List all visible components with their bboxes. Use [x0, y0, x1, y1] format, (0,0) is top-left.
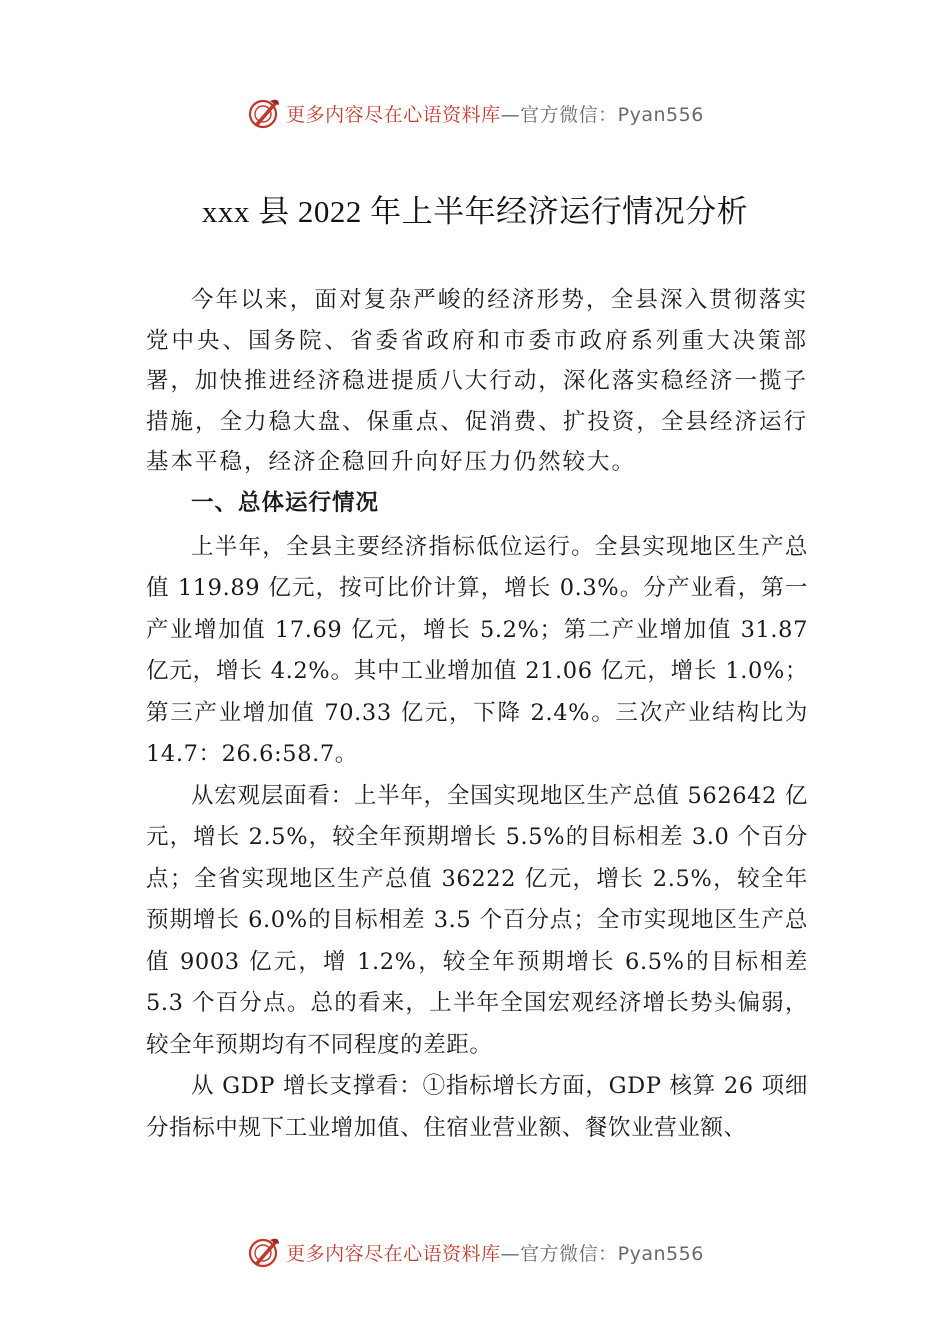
document-title: xxx 县 2022 年上半年经济运行情况分析 [201, 194, 749, 229]
paragraph-overall-gdp: 上半年，全县主要经济指标低位运行。全县实现地区生产总值 119.89 亿元，按可比价计算，增长 0.3%。分产业看，第一产业增加值 17.69 亿元，增长 5.2%；第二产业增加值 31.87 亿元，增长 4.2%。其中工业增加值 21.06 亿元，增长 1.0%；第三产业增加值 70.33 亿元，下降 2.4%。三次产业结构比为 14.7：26.6:58.7。 [146, 533, 808, 767]
paragraph-gdp-support: 从 GDP 增长支撑看：①指标增长方面，GDP 核算 26 项细分指标中规下工业增加值、住宿业营业额、餐饮业营业额、 [146, 1073, 808, 1141]
banner-brand-text: 更多内容尽在心语资料库 [286, 103, 501, 126]
document-body [146, 280, 808, 1149]
quill-logo-icon [246, 1234, 282, 1270]
paragraph-macro-view: 从宏观层面看：上半年，全国实现地区生产总值 562642 亿元，增长 2.5%，较全年预期增长 5.5%的目标相差 3.0 个百分点；全省实现地区生产总值 36222 亿元，增长 2.5%，较全年预期增长 6.0%的目标相差 3.5 个百分点；全市实现地区生产总值 9003 亿元，增 1.2%，较全年预期增长 6.5%的目标相差 5.3 个百分点。总的看来，上半年全国宏观经济增长势头偏弱，较全年预期均有不同程度的差距。 [146, 782, 808, 1058]
intro-paragraph: 今年以来，面对复杂严峻的经济形势，全县深入贯彻落实党中央、国务院、省委省政府和市委市政府系列重大决策部署，加快推进经济稳进提质八大行动，深化落实稳经济一揽子措施，全力稳大盘、保重点、促消费、扩投资，全县经济运行基本平稳，经济企稳回升向好压力仍然较大。 [146, 287, 808, 475]
quill-logo-icon [246, 95, 282, 131]
footer-watermark-banner [0, 1232, 950, 1272]
section-heading-overall: 一、总体运行情况 [191, 489, 380, 516]
header-watermark-banner [0, 93, 950, 133]
banner-wechat-text: —官方微信：Pyan556 [500, 1242, 704, 1265]
banner-brand-text: 更多内容尽在心语资料库 [286, 1242, 501, 1265]
banner-wechat-text: —官方微信：Pyan556 [500, 103, 704, 126]
